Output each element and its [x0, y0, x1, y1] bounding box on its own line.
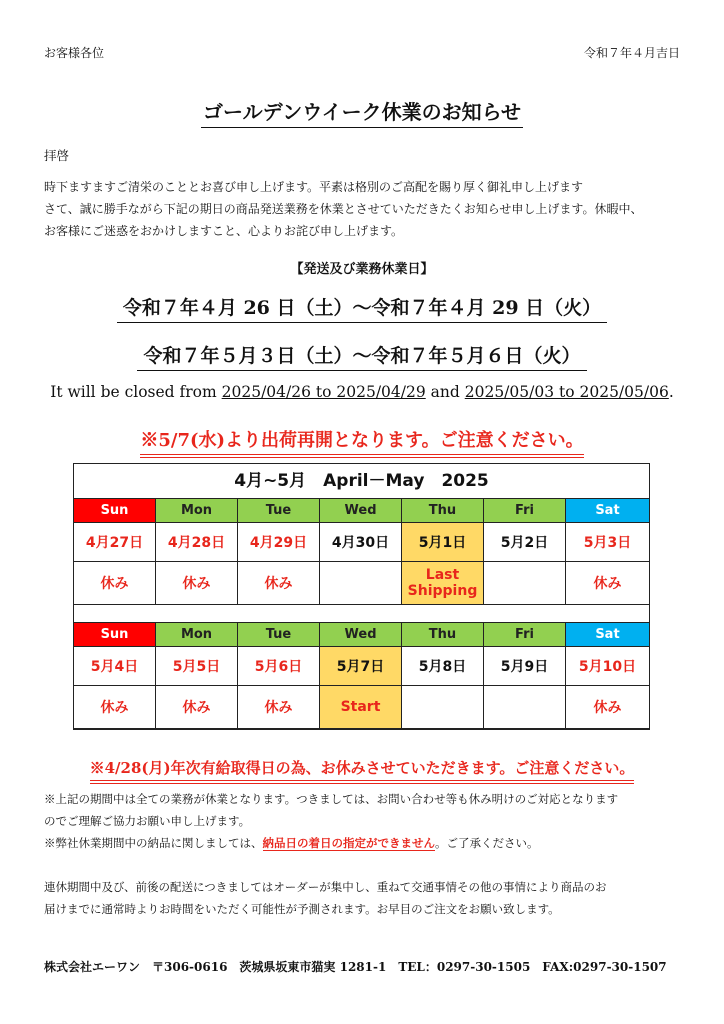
- english-middle: and: [425, 383, 465, 401]
- weekday-fri: Fri: [484, 499, 566, 523]
- empty-mark: [484, 562, 566, 605]
- weekday-tue: Tue: [238, 623, 320, 647]
- delivery-date-warning: 納品日の着日の指定ができません: [262, 836, 435, 850]
- last-shipping-line-2: Shipping: [407, 583, 478, 599]
- closure-period-1: [0, 293, 724, 320]
- recipient-line: お客様各位: [44, 46, 105, 60]
- holiday-calendar: [73, 463, 650, 730]
- weekday-tue: Tue: [238, 499, 320, 523]
- holiday-mark: 休み: [566, 562, 649, 605]
- note-line: [44, 832, 694, 854]
- weekday-header-row-2: [74, 623, 649, 647]
- start-mark: Start: [320, 686, 402, 729]
- holiday-mark: 休み: [156, 562, 238, 605]
- week1-mark-row: [74, 562, 649, 605]
- body-paragraph: [44, 176, 684, 242]
- last-shipping-mark: [402, 562, 484, 605]
- english-range-1: 2025/04/26 to 2025/04/29: [221, 383, 426, 401]
- english-notice: [0, 383, 724, 401]
- calendar-title: 4月~5月 April－May 2025: [74, 464, 649, 499]
- weekday-wed: Wed: [320, 623, 402, 647]
- english-suffix: .: [668, 383, 674, 401]
- date-cell-highlight: 5月7日: [320, 647, 402, 686]
- holiday-mark: 休み: [74, 562, 156, 605]
- date-cell: 5月2日: [484, 523, 566, 562]
- date-cell: 5月6日: [238, 647, 320, 686]
- body-line: 時下ますますご清栄のこととお喜び申し上げます。平素は格別のご高配を賜り厚く御礼申し上げます: [44, 180, 584, 194]
- weekday-sat: Sat: [566, 623, 649, 647]
- resume-notice-text: ※5/7(水)より出荷再開となります。ご注意ください。: [140, 430, 583, 458]
- weekday-header-row: [74, 499, 649, 523]
- date-cell: 4月27日: [74, 523, 156, 562]
- weekday-thu: Thu: [402, 499, 484, 523]
- date-cell: 4月30日: [320, 523, 402, 562]
- title-text: ゴールデンウイーク休業のお知らせ: [201, 100, 523, 128]
- date-cell-highlight: 5月1日: [402, 523, 484, 562]
- weekday-mon: Mon: [156, 623, 238, 647]
- week1-date-row: [74, 523, 649, 562]
- page-title: [0, 96, 724, 125]
- note-suffix: 。ご了承ください。: [435, 836, 539, 850]
- weekday-thu: Thu: [402, 623, 484, 647]
- notes-block: [44, 788, 694, 854]
- english-range-2: 2025/05/03 to 2025/05/06: [464, 383, 669, 401]
- weekday-mon: Mon: [156, 499, 238, 523]
- date-cell: 4月28日: [156, 523, 238, 562]
- company-footer: 株式会社エーワン 〒306-0616 茨城県坂東市猫実 1281-1 TEL：0297-30-1505 FAX:0297-30-1507: [44, 960, 667, 974]
- week2-date-row: [74, 647, 649, 686]
- period-2-text: 令和７年５月３日（土）～令和７年５月６日（火）: [137, 345, 586, 371]
- weekday-sat: Sat: [566, 499, 649, 523]
- delivery-note-line: 届けまでに通常時よりお時間をいただく可能性が予測されます。お早目のご注文をお願い致します。: [44, 902, 560, 916]
- note-line: のでご理解ご協力お願い申し上げます。: [44, 814, 251, 828]
- weekday-sun: Sun: [74, 623, 156, 647]
- resume-notice: [0, 426, 724, 452]
- closure-heading: 【発送及び業務休業日】: [290, 262, 434, 277]
- delivery-note-line: 連休期間中及び、前後の配送につきましてはオーダーが集中し、重ねて交通事情その他の事情により商品のお: [44, 880, 607, 894]
- holiday-mark: 休み: [238, 686, 320, 729]
- date-cell: 5月10日: [566, 647, 649, 686]
- weekday-sun: Sun: [74, 499, 156, 523]
- date-cell: 5月4日: [74, 647, 156, 686]
- issue-date: 令和７年４月吉日: [583, 46, 680, 60]
- date-cell: 5月5日: [156, 647, 238, 686]
- period-1-text: 令和７年４月 26 日（土）～令和７年４月 29 日（火）: [117, 297, 607, 323]
- week2-mark-row: [74, 686, 649, 729]
- date-cell: 5月9日: [484, 647, 566, 686]
- holiday-mark: 休み: [238, 562, 320, 605]
- date-cell: 4月29日: [238, 523, 320, 562]
- note-line: ※上記の期間中は全ての業務が休業となります。つきましては、お問い合わせ等も休み明けのご対応となります: [44, 792, 619, 806]
- empty-mark: [402, 686, 484, 729]
- holiday-mark: 休み: [156, 686, 238, 729]
- weekday-fri: Fri: [484, 623, 566, 647]
- greeting: 拝啓: [44, 148, 70, 163]
- note-prefix: ※弊社休業期間中の納品に関しましては、: [44, 836, 263, 850]
- holiday-mark: 休み: [566, 686, 649, 729]
- date-cell: 5月3日: [566, 523, 649, 562]
- leave-warning: [0, 757, 724, 778]
- body-line: さて、誠に勝手ながら下記の期日の商品発送業務を休業とさせていただきたくお知らせ申し上げます。休暇中、: [44, 202, 643, 216]
- empty-mark: [320, 562, 402, 605]
- date-cell: 5月8日: [402, 647, 484, 686]
- delivery-notes: [44, 876, 694, 920]
- body-line: お客様にご迷惑をおかけしますこと、心よりお詫び申し上げます。: [44, 224, 404, 238]
- leave-warning-text: ※4/28(月)年次有給取得日の為、お休みさせていただきます。ご注意ください。: [90, 759, 635, 784]
- empty-mark: [484, 686, 566, 729]
- week-separator: [74, 605, 649, 623]
- last-shipping-line-1: Last: [425, 567, 460, 583]
- holiday-mark: 休み: [74, 686, 156, 729]
- closure-period-2: [0, 341, 724, 368]
- english-prefix: It will be closed from: [50, 383, 222, 401]
- weekday-wed: Wed: [320, 499, 402, 523]
